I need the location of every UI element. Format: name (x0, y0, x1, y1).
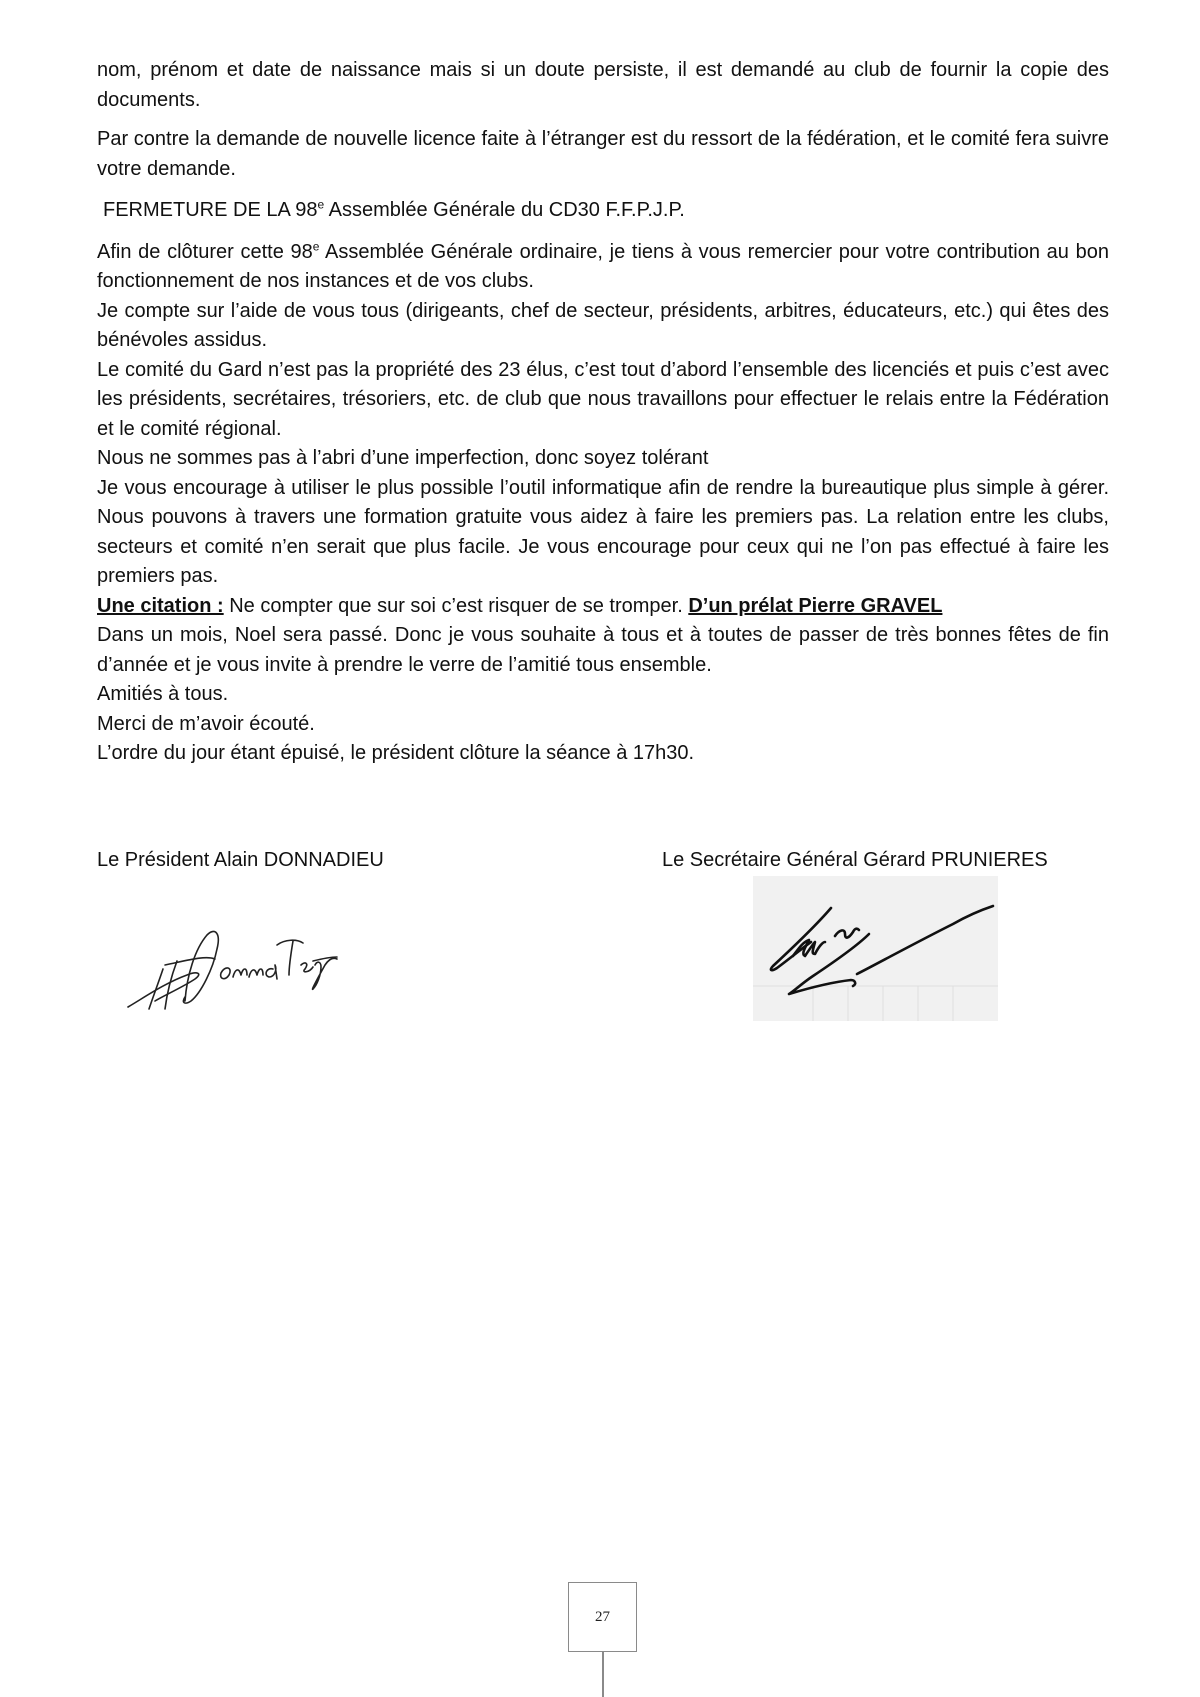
secretary-signature-label: Le Secrétaire Général Gérard PRUNIERES (662, 849, 1048, 871)
paragraph-thanks: Merci de m’avoir écouté. (97, 712, 315, 735)
paragraph-quote (97, 592, 1109, 622)
paragraph-end: L’ordre du jour étant épuisé, le président clôture la séance à 17h30. (97, 742, 695, 764)
closing-heading-suffix: Assemblée Générale du CD30 F.F.P.J.P. (324, 199, 685, 221)
secretary-signature-image (753, 876, 998, 1021)
paragraph-help: Je compte sur l’aide de vous tous (dirigeants, chef de secteur, présidents, arbitres, éducateurs, etc.) qui êtes des bénévoles assidus. (97, 299, 1109, 351)
quote-text: Ne compter que sur soi c’est risquer de se tromper. (223, 594, 689, 617)
quote-author: D’un prélat Pierre GRAVEL (688, 594, 943, 617)
paragraph-foreign-licence: Par contre la demande de nouvelle licence faite à l’étranger est du ressort de la fédération, et le comité fera suivre votre demande. (97, 128, 1109, 180)
page-number-stem (602, 1652, 604, 1697)
closing-intro-prefix: Afin de clôturer cette 98 (97, 240, 313, 263)
page-number: 27 (568, 1582, 637, 1652)
paragraph-computing: Je vous encourage à utiliser le plus possible l’outil informatique afin de rendre la bureautique plus simple à gérer. Nous pouvons à travers une formation gratuite vous aidez à faire les premiers pas. La relation entre les clubs, secteurs et comité n’en serait que plus facile. Je vous encourage pour ceux qui ne l’on pas effectué à faire les premiers pas. (97, 476, 1109, 587)
paragraph-wishes: Dans un mois, Noel sera passé. Donc je vous souhaite à tous et à toutes de passer de très bonnes fêtes de fin d’année et je vous invite à prendre le verre de l’amitié tous ensemble. (97, 624, 1109, 676)
paragraph-friendship: Amitiés à tous. (97, 683, 229, 705)
quote-label: Une citation : (97, 594, 224, 617)
paragraph-closing-intro (97, 238, 1109, 297)
president-signature-image (125, 905, 340, 1015)
document-body (97, 56, 1109, 769)
paragraph-imperfection: Nous ne sommes pas à l’abri d’une imperfection, donc soyez tolérant (97, 447, 709, 469)
closing-heading-sup: e (317, 197, 325, 212)
closing-heading (97, 196, 1109, 226)
paragraph-identity-check: nom, prénom et date de naissance mais si un doute persiste, il est demandé au club de fournir la copie des documents. (97, 59, 1109, 111)
closing-intro-sup: e (312, 238, 320, 253)
paragraph-committee: Le comité du Gard n’est pas la propriété des 23 élus, c’est tout d’abord l’ensemble des licenciés et puis c’est avec les présidents, secrétaires, trésoriers, etc. de club que nous travaillons pour effectuer le relais entre la Fédération et le comité régional. (97, 358, 1109, 440)
closing-heading-prefix: FERMETURE DE LA 98 (103, 199, 318, 221)
president-signature-label: Le Président Alain DONNADIEU (97, 849, 384, 871)
closing-intro-suffix: Assemblée Générale ordinaire, je tiens à vous remercier pour votre contribution au bon fonctionnement de nos instances et de vos clubs. (97, 240, 1109, 292)
